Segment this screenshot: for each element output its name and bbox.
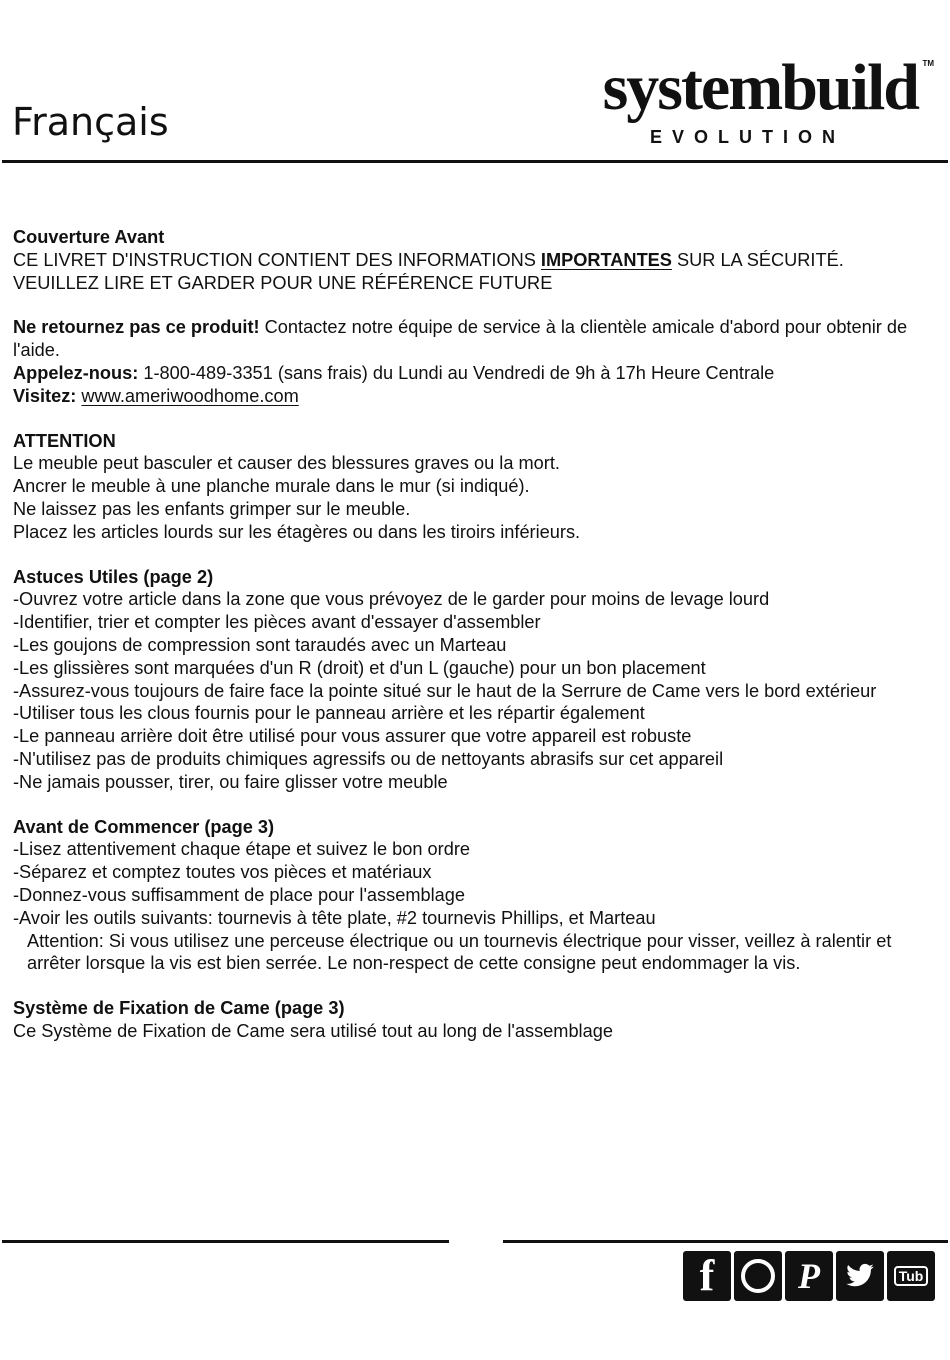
cover-line-1 [13,249,938,272]
instagram-icon[interactable] [734,1251,782,1301]
tip-item: -Le panneau arrière doit être utilisé pour vous assurer que votre appareil est robuste [13,726,692,747]
cam-text: Ce Système de Fixation de Came sera utilisé tout au long de l'assemblage [13,1020,613,1041]
important-emphasis: IMPORTANTES [540,249,672,270]
systembuild-logo [570,51,940,155]
tips-title: Astuces Utiles (page 2) [13,566,214,587]
contact-section [13,316,938,407]
tip-item: -Ouvrez votre article dans la zone que vous prévoyez de le garder pour moins de levage lourd [13,589,770,610]
logo-trademark: TM [922,59,934,68]
cover-section [13,226,938,294]
visit-label: Visitez: [13,385,77,406]
logo-wordmark: systembuild [602,51,918,124]
header-divider [2,160,948,163]
instruction-content [13,226,938,1065]
tip-item: -N'utilisez pas de produits chimiques agressifs ou de nettoyants abrasifs sur cet appareil [13,748,724,769]
tips-section [13,566,938,794]
website-link[interactable]: www.ameriwoodhome.com [81,385,299,406]
cover-title: Couverture Avant [13,227,165,247]
cover-line-2: VEUILLEZ LIRE ET GARDER POUR UNE RÉFÉRENCE FUTURE [13,272,553,293]
footer-divider-right [503,1240,948,1243]
visit-line [13,385,938,408]
footer-divider-left [2,1240,449,1243]
before-section [13,816,938,976]
tip-item: -Les glissières sont marquées d'un R (droit) et d'un L (gauche) pour un bon placement [13,657,706,678]
cam-section [13,997,938,1043]
call-text: 1-800-489-3351 (sans frais) du Lundi au Vendredi de 9h à 17h Heure Centrale [138,362,775,383]
twitter-icon[interactable] [836,1251,884,1301]
call-line [13,362,938,385]
language-heading: Français [12,100,169,144]
facebook-icon[interactable]: f [683,1251,731,1301]
no-return-line [13,316,938,362]
tip-item: -Les goujons de compression sont taraudés avec un Marteau [13,634,507,655]
tip-item: -Identifier, trier et compter les pièces avant d'essayer d'assembler [13,612,541,633]
drill-attention-note: Attention: Si vous utilisez une perceuse électrique ou un tournevis électrique pour visser, veillez à ralentir et arrêter lorsque la vis est bien serrée. Le non-respect de cette consigne peut endommager la vis. [27,930,892,974]
before-item: -Donnez-vous suffisamment de place pour l'assemblage [13,884,465,905]
before-item: -Séparez et comptez toutes vos pièces et matériaux [13,862,432,883]
attention-line: Ne laissez pas les enfants grimper sur le meuble. [13,498,411,519]
pinterest-icon[interactable]: P [785,1251,833,1301]
cover-line-1-pre: CE LIVRET D'INSTRUCTION CONTIENT DES INFORMATIONS [13,249,541,270]
before-item: -Lisez attentivement chaque étape et suivez le bon ordre [13,839,470,860]
no-return-text: Contactez notre équipe de service à la clientèle amicale d'abord pour obtenir de l'aide. [13,317,908,361]
call-label: Appelez-nous: [13,362,139,383]
attention-title: ATTENTION [13,430,116,451]
no-return-label: Ne retournez pas ce produit! [13,317,260,338]
social-icons [683,1251,939,1301]
attention-line: Le meuble peut basculer et causer des blessures graves ou la mort. [13,453,560,474]
attention-section [13,430,938,544]
attention-line: Ancrer le meuble à une planche murale dans le mur (si indiqué). [13,476,530,497]
before-title: Avant de Commencer (page 3) [13,816,275,837]
attention-line: Placez les articles lourds sur les étagères ou dans les tiroirs inférieurs. [13,521,581,542]
cam-title: Système de Fixation de Came (page 3) [13,998,345,1019]
tip-item: -Utiliser tous les clous fournis pour le panneau arrière et les répartir également [13,703,645,724]
tip-item: -Ne jamais pousser, tirer, ou faire glisser votre meuble [13,771,448,792]
logo-subtitle: EVOLUTION [649,127,845,147]
cover-line-1-post: SUR LA SÉCURITÉ. [671,249,844,270]
before-item: -Avoir les outils suivants: tournevis à tête plate, #2 tournevis Phillips, et Marteau [13,907,656,928]
tip-item: -Assurez-vous toujours de faire face la pointe situé sur le haut de la Serrure de Came vers le bord extérieur [13,680,877,701]
youtube-icon[interactable]: Tub [887,1251,935,1301]
